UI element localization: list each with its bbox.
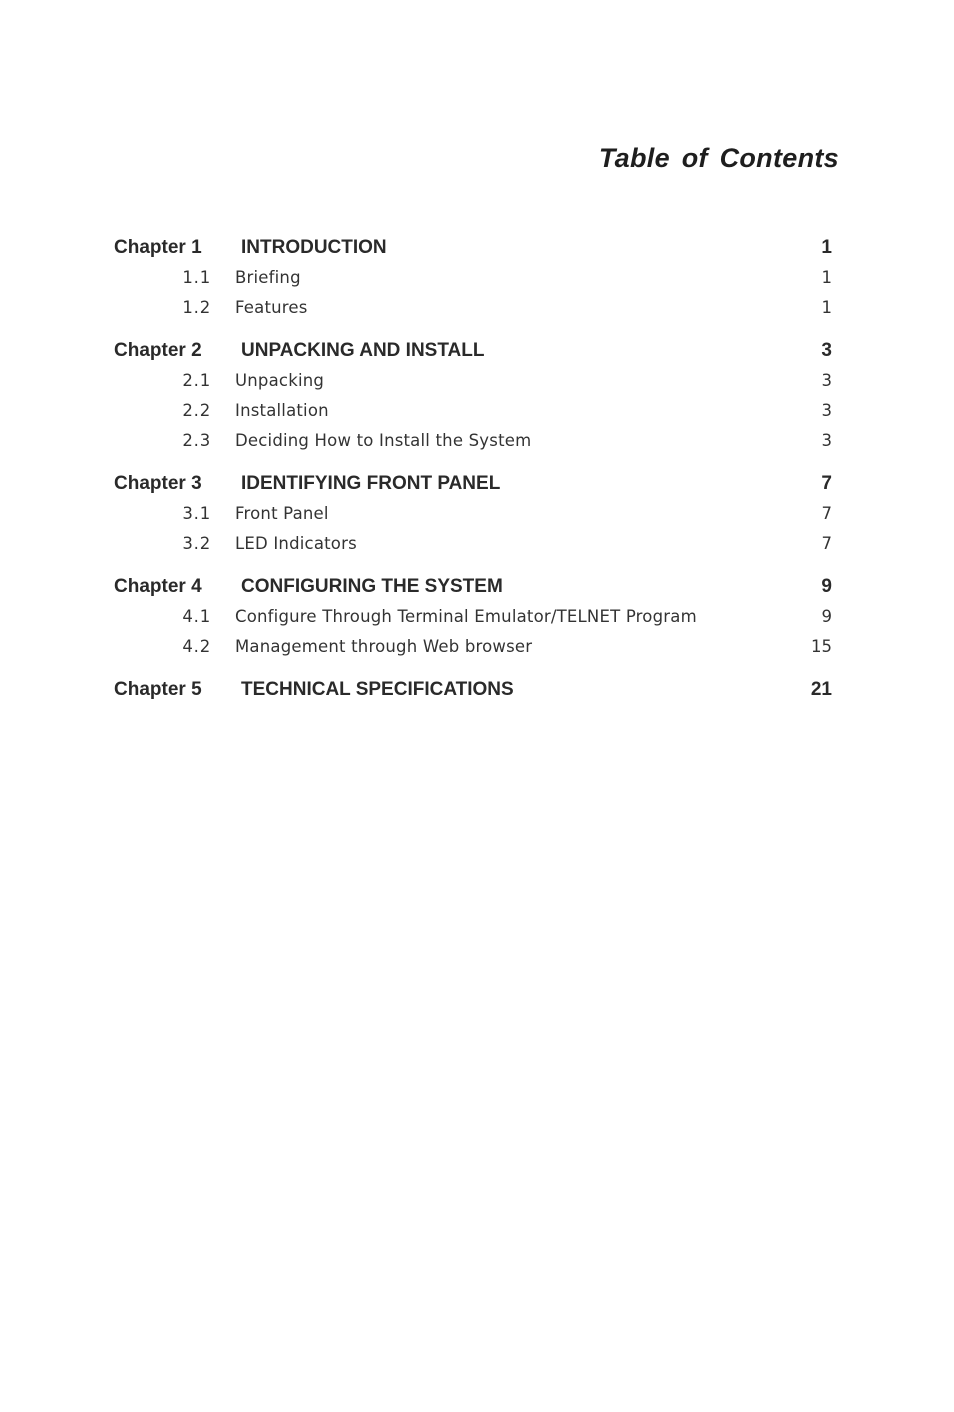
chapter-label: Chapter 4 (114, 576, 202, 597)
section-title: Features (235, 298, 308, 317)
section-page-number: 7 (821, 534, 832, 553)
toc-chapter-2 (114, 336, 832, 456)
chapter-title: TECHNICAL SPECIFICATIONS (241, 679, 514, 700)
chapter-label: Chapter 1 (114, 237, 202, 258)
chapter-title: CONFIGURING THE SYSTEM (241, 576, 503, 597)
section-number: 2.1 (182, 371, 211, 390)
section-number: 4.1 (182, 607, 211, 626)
section-title: Front Panel (235, 504, 329, 523)
chapter-entry[interactable] (114, 675, 832, 705)
chapter-title: INTRODUCTION (241, 237, 387, 258)
section-entry[interactable] (114, 366, 832, 396)
section-page-number: 15 (811, 637, 832, 656)
chapter-page-number: 3 (821, 340, 832, 361)
section-page-number: 1 (821, 298, 832, 317)
section-page-number: 3 (821, 431, 832, 450)
section-page-number: 3 (821, 401, 832, 420)
chapter-label: Chapter 5 (114, 679, 202, 700)
section-title: LED Indicators (235, 534, 357, 553)
chapter-entry[interactable] (114, 572, 832, 602)
chapter-label: Chapter 2 (114, 340, 202, 361)
toc-chapter-4 (114, 572, 832, 662)
section-page-number: 9 (821, 607, 832, 626)
section-title: Management through Web browser (235, 637, 533, 656)
page-title: Table of Contents (598, 143, 839, 173)
chapter-entry[interactable] (114, 336, 832, 366)
section-page-number: 1 (821, 268, 832, 287)
chapter-page-number: 21 (810, 679, 832, 700)
table-of-contents (114, 233, 832, 718)
section-title: Configure Through Terminal Emulator/TELNET Program (235, 607, 697, 626)
chapter-page-number: 9 (821, 576, 832, 597)
toc-chapter-1 (114, 233, 832, 323)
section-entry[interactable] (114, 632, 832, 662)
section-entry[interactable] (114, 499, 832, 529)
chapter-label: Chapter 3 (114, 473, 202, 494)
section-entry[interactable] (114, 529, 832, 559)
toc-chapter-3 (114, 469, 832, 559)
section-entry[interactable] (114, 263, 832, 293)
chapter-entry[interactable] (114, 233, 832, 263)
section-number: 2.3 (182, 431, 211, 450)
section-title: Installation (235, 401, 329, 420)
section-entry[interactable] (114, 426, 832, 456)
section-number: 1.2 (182, 298, 211, 317)
chapter-title: UNPACKING AND INSTALL (241, 340, 485, 361)
chapter-page-number: 1 (821, 237, 832, 258)
section-number: 3.2 (182, 534, 211, 553)
section-number: 1.1 (182, 268, 211, 287)
section-number: 3.1 (182, 504, 211, 523)
section-title: Unpacking (235, 371, 325, 390)
chapter-page-number: 7 (821, 473, 832, 494)
section-page-number: 7 (821, 504, 832, 523)
section-number: 4.2 (182, 637, 211, 656)
section-entry[interactable] (114, 293, 832, 323)
section-page-number: 3 (821, 371, 832, 390)
section-entry[interactable] (114, 396, 832, 426)
toc-chapter-5 (114, 675, 832, 705)
chapter-title: IDENTIFYING FRONT PANEL (241, 473, 501, 494)
section-entry[interactable] (114, 602, 832, 632)
section-title: Briefing (235, 268, 301, 287)
chapter-entry[interactable] (114, 469, 832, 499)
section-number: 2.2 (182, 401, 211, 420)
section-title: Deciding How to Install the System (235, 431, 532, 450)
